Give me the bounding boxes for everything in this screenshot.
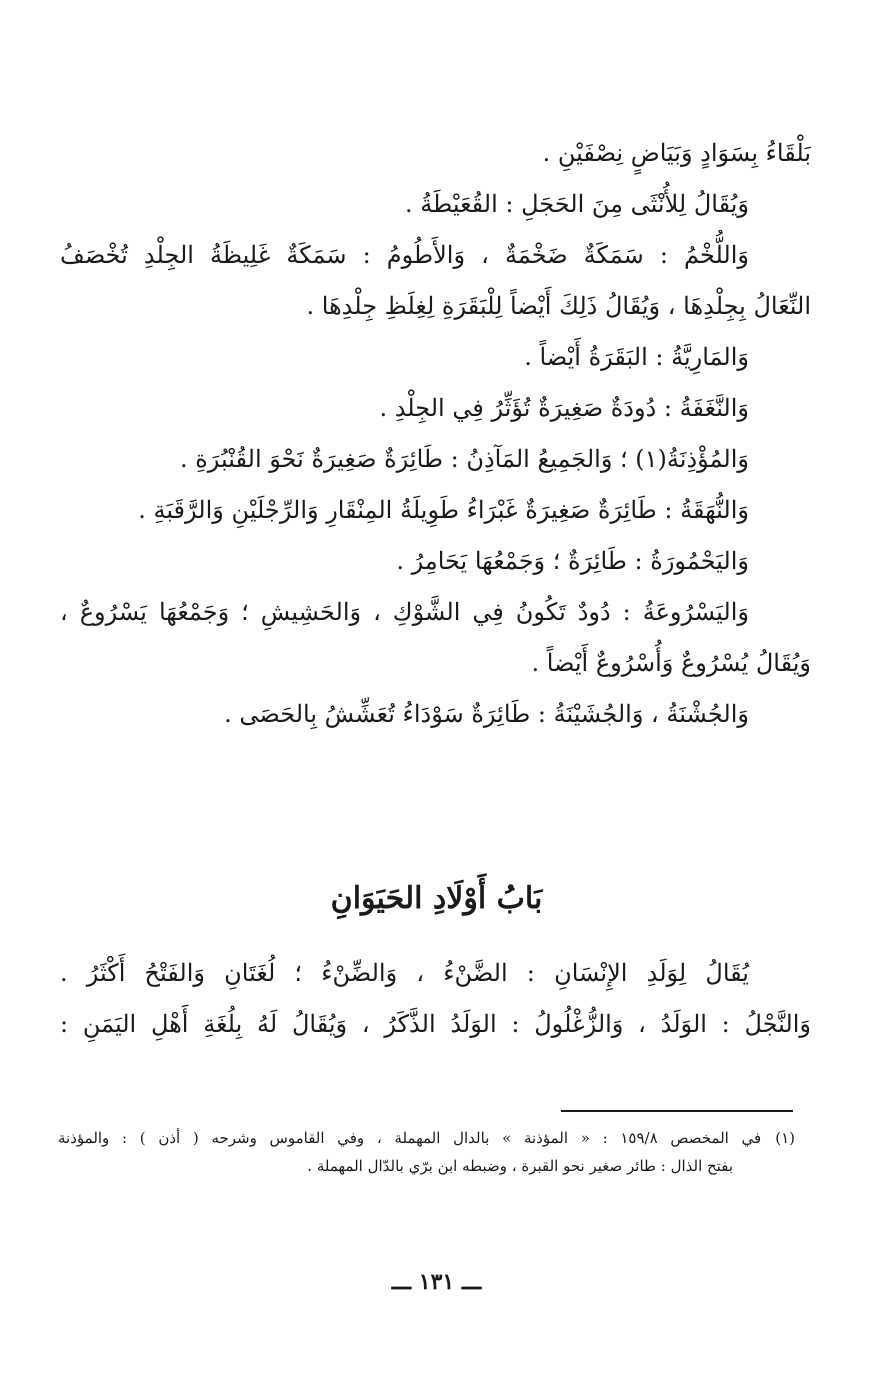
text-line-2: وَيُقَالُ لِلأُنْثَى مِنَ الحَجَلِ : القُعَيْطَةُ . [405,190,749,218]
chapter-line-1: يُقَالُ لِوَلَدِ الإِنْسَانِ : الضَّنْءُ ، وَالضِّنْءُ ؛ لُغَتَانِ وَالفَتْحُ أَكْثَرُ . [60,959,749,987]
chapter-line-2: وَالنَّجْلُ : الوَلَدُ ، وَالزُّغْلُولُ : الوَلَدُ الذَّكَرُ ، وَيُقَالُ لَهُ بِلُغَةِ أَهْلِ اليَمَنِ : [60,1010,811,1038]
text-line-8: وَالنُّهَقَةُ : طَائِرَةٌ صَغِيرَةٌ غَبْرَاءُ طَوِيلَةُ المِنْقَارِ وَالرِّجْلَيْنِ وَالرَّقَبَةِ . [138,496,749,524]
main-text [60,128,811,740]
text-line-7: وَالمُؤْذِنَةُ(١) ؛ وَالجَمِيعُ المَآذِنُ : طَائِرَةٌ صَغِيرَةٌ نَحْوَ القُنْبُرَةِ . [179,445,749,473]
text-line-4: النِّعَالُ بِجِلْدِهَا ، وَيُقَالُ ذَلِكَ أَيْضاً لِلْبَقَرَةِ لِغِلَظِ جِلْدِهَا . [306,292,811,320]
text-line-3: وَاللُّخْمُ : سَمَكَةٌ ضَخْمَةٌ ، وَالأَطُومُ : سَمَكَةٌ غَلِيظَةُ الجِلْدِ تُخْصَفُ [60,241,749,269]
text-line-6: وَالنَّغَفَةُ : دُودَةٌ صَغِيرَةٌ تُؤَثِّرُ فِي الجِلْدِ . [379,394,749,422]
footnote-divider [561,1110,793,1112]
footnote-text-1: في المخصص ١٥٩/٨ : « المؤذنة » بالدال المهملة ، وفي القاموس وشرحه ( أذن ) : والمؤذنة [58,1129,762,1147]
text-line-11: وَيُقَالُ يُسْرُوعٌ وَأُسْرُوعٌ أَيْضاً . [531,649,811,677]
chapter-title: بَابُ أَوْلَادِ الحَيَوَانِ [330,881,543,916]
footnotes [58,1124,795,1180]
page-number: ـــ ١٣١ ـــ [391,1269,482,1295]
text-line-12: وَالجُشْنَةُ ، وَالجُشَيْنَةُ : طَائِرَةٌ سَوْدَاءُ تُعَشِّشُ بِالحَصَى . [224,700,749,728]
text-line-5: وَالمَارِيَّةُ : البَقَرَةُ أَيْضاً . [524,343,749,371]
footnote-line-1 [58,1124,795,1152]
chapter-text [60,948,811,1050]
footnote-line-2: بفتح الذال : طائر صغير نحو القبرة ، وضبطه ابن برّي بالدّال المهملة . [307,1157,733,1175]
footnote-number: (١) [775,1129,795,1147]
text-line-9: وَاليَحْمُورَةُ : طَائِرَةٌ ؛ وَجَمْعُهَا يَحَامِرُ . [396,547,749,575]
text-line-10: وَاليَسْرُوعَةُ : دُودٌ تَكُونُ فِي الشَّوْكِ ، وَالحَشِيشِ ؛ وَجَمْعُهَا يَسْرُوعٌ ، [60,598,749,626]
text-line-1: بَلْقَاءُ بِسَوَادٍ وَبَيَاضٍ نِصْفَيْنِ . [542,139,811,167]
